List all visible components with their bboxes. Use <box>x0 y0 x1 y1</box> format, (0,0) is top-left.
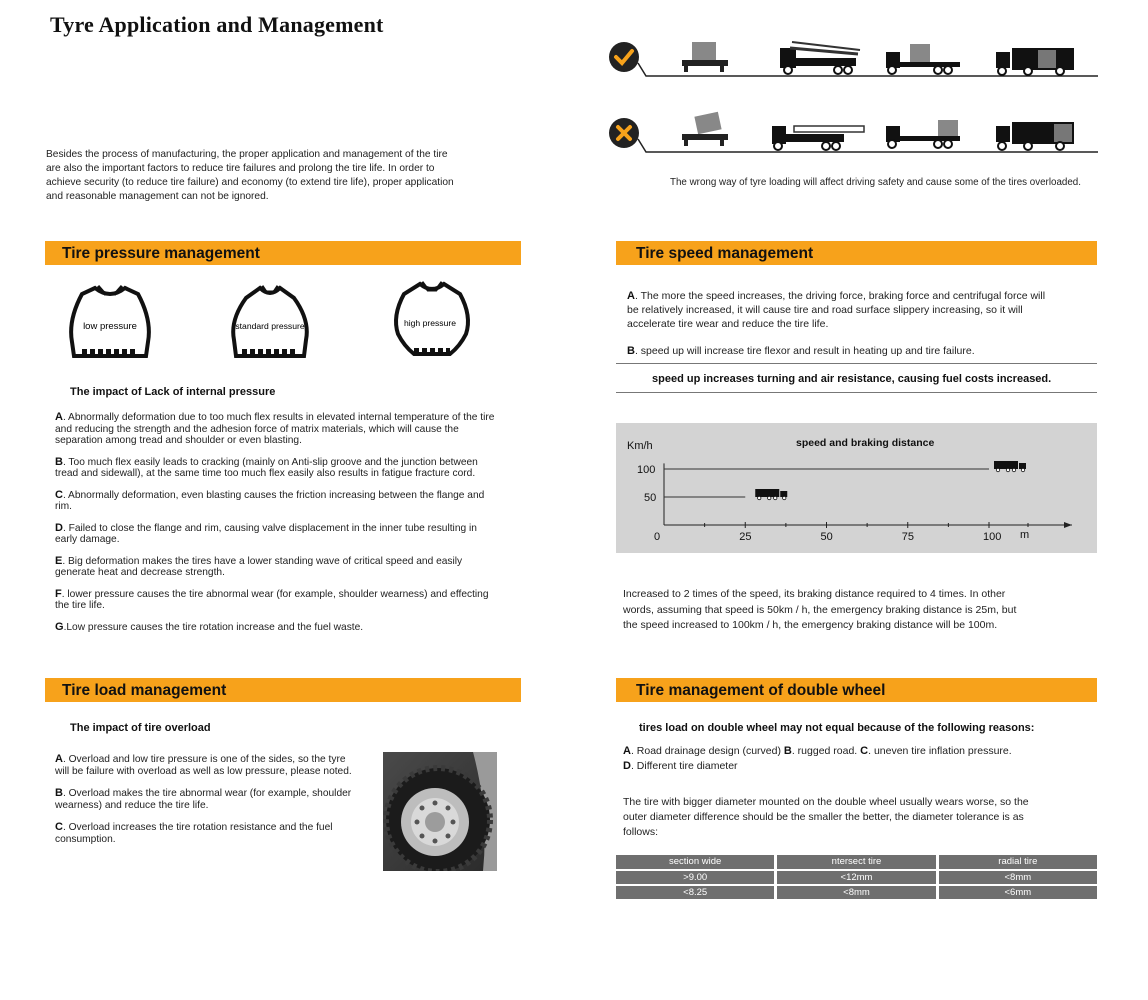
reasons-line-2: D. Different tire diameter <box>623 760 738 772</box>
table-cell: <6mm <box>939 886 1097 899</box>
tire-label-standard: standard pressure <box>235 321 305 331</box>
check-icon <box>609 42 639 72</box>
list-item: A. Abnormally deformation due to too much flex results in elevated internal temperature of the tire and reducing the strength and the adhesion force of matrix materials, which will cause the separation among tread and shoulder or even blasting. <box>55 411 495 446</box>
table-row <box>616 886 1097 899</box>
truck-wheel-icon <box>1012 468 1015 471</box>
list-item: E. Big deformation makes the tires have a lower standing wave of critical speed and easily generate heat and decrease strength. <box>55 554 463 578</box>
double-paragraph: The tire with bigger diameter mounted on the double wheel usually wears worse, so the outer diameter difference should be the smaller the better, the diameter tolerance is as follows: <box>623 796 1029 838</box>
double-reasons <box>623 744 1053 774</box>
diameter-tolerance-table <box>616 855 1097 901</box>
list-item: B. Too much flex easily leads to cracking (mainly on Anti-slip groove and the junction between tread and sidewall), at the same time too much flex easily also results in fatigue fracture cord. <box>55 455 478 479</box>
chart-xlabel: m <box>1020 529 1030 541</box>
list-item: C. Abnormally deformation, even blasting causes the friction increasing between the flange and rim. <box>55 488 485 512</box>
chart-title: speed and braking distance <box>796 437 935 449</box>
flatbed-truck-balanced-icon <box>886 44 960 74</box>
table-cell: <8mm <box>777 886 935 899</box>
list-item: A. Overload and low tire pressure is one of the sides, so the tyre will be failure with overload as well as low pressure, please noted. <box>55 753 352 777</box>
table-header-row <box>616 855 1097 869</box>
x-tick-label: 50 <box>820 531 833 543</box>
list-item: B. Overload makes the tire abnormal wear (for example, shoulder wearness) and reduce the tire life. <box>55 787 352 811</box>
x-tick-label: 0 <box>654 531 661 543</box>
table-cell: >9.00 <box>616 871 774 884</box>
table-header-cell: ntersect tire <box>777 855 935 869</box>
box-truck-unbalanced-icon <box>996 122 1074 150</box>
truck-wheel-photo <box>383 752 497 871</box>
x-tick-label: 100 <box>983 531 1002 543</box>
divider <box>616 363 1097 364</box>
table-header-cell: radial tire <box>939 855 1097 869</box>
section-header-speed: Tire speed management <box>616 241 1097 265</box>
pressure-subhead: The impact of Lack of internal pressure <box>70 386 276 398</box>
x-axis-arrow <box>1064 522 1072 528</box>
braking-explanation: Increased to 2 times of the speed, its braking distance required to 4 times. In other words, assuming that speed is 50km / h, the emergency braking distance is 25m, but the speed increased to 100km / h, the emergency braking distance will be 100m. <box>623 588 1017 631</box>
tire-label-high: high pressure <box>403 318 457 328</box>
truck-wheel-icon <box>774 496 777 499</box>
tire-label-low: low pressure <box>83 321 137 332</box>
section-header-pressure: Tire pressure management <box>45 241 521 265</box>
tire-standard-pressure-icon <box>233 286 307 356</box>
speed-item-a: A. The more the speed increases, the driving force, braking force and centrifugal force will be relatively increased, it will cause tire and road surface slippery increasing, so it will accelerate tire wear and reduce the tire life. <box>627 290 1046 330</box>
truck-wheel-icon <box>996 468 999 471</box>
loading-diagram <box>600 30 1110 160</box>
speed-banner: speed up increases turning and air resistance, causing fuel costs increased. <box>652 373 1052 385</box>
tire-low-pressure-icon <box>71 286 149 356</box>
y-tick-label: 50 <box>644 492 657 504</box>
box-truck-balanced-icon <box>996 48 1074 75</box>
chart-ylabel: Km/h <box>627 440 653 452</box>
x-tick-label: 25 <box>739 531 752 543</box>
divider <box>616 392 1097 393</box>
truck-wheel-icon <box>768 496 771 499</box>
x-tick-label: 75 <box>901 531 914 543</box>
table-cell: <12mm <box>777 871 935 884</box>
crane-truck-icon <box>780 42 860 74</box>
trailer-balanced-icon <box>682 42 728 72</box>
truck-wheel-icon <box>1006 468 1009 471</box>
section-header-double: Tire management of double wheel <box>616 678 1097 702</box>
load-list <box>55 754 360 845</box>
pipe-truck-icon <box>772 126 864 150</box>
list-item: G.Low pressure causes the tire rotation increase and the fuel waste. <box>55 620 364 633</box>
truck-wheel-icon <box>758 496 761 499</box>
list-item: C. Overload increases the tire rotation resistance and the fuel consumption. <box>55 821 333 845</box>
load-subhead: The impact of tire overload <box>70 722 211 734</box>
speed-item-b: B. speed up will increase tire flexor and result in heating up and tire failure. <box>627 345 975 357</box>
braking-distance-chart <box>616 423 1097 553</box>
pressure-list <box>55 412 500 633</box>
y-tick-label: 100 <box>637 464 656 476</box>
truck-wheel-icon <box>783 496 786 499</box>
table-cell: <8mm <box>939 871 1097 884</box>
table-row <box>616 871 1097 884</box>
tire-high-pressure-icon <box>396 282 468 354</box>
flatbed-truck-unbalanced-icon <box>886 120 960 148</box>
truck-wheel-icon <box>1021 468 1024 471</box>
tire-pressure-diagram <box>60 280 490 365</box>
section-header-load: Tire load management <box>45 678 521 702</box>
truck-trailer-icon <box>994 461 1018 469</box>
intro-paragraph: Besides the process of manufacturing, the proper application and management of the tire are also the important factors to reduce tire failures and prolong the tire life. In order to achieve security (to reduce tire failure) and economy (to extend tire life), proper application and reasonable management can not be ignored. <box>46 149 454 202</box>
double-subhead: tires load on double wheel may not equal because of the following reasons: <box>639 722 1035 734</box>
reasons-line-1: A. Road drainage design (curved) B. rugged road. C. uneven tire inflation pressure. <box>623 745 1012 757</box>
x-icon <box>609 118 639 148</box>
table-cell: <8.25 <box>616 886 774 899</box>
truck-trailer-icon <box>755 489 779 497</box>
trailer-unbalanced-icon <box>682 112 728 146</box>
list-item: F. lower pressure causes the tire abnormal wear (for example, shoulder wearness) and effecting the tire life. <box>55 587 489 611</box>
loading-caption: The wrong way of tyre loading will affect driving safety and cause some of the tires overloaded. <box>670 177 1081 188</box>
list-item: D. Failed to close the flange and rim, causing valve displacement in the inner tube resulting in early damage. <box>55 521 477 545</box>
table-header-cell: section wide <box>616 855 774 869</box>
page-title: Tyre Application and Management <box>50 12 384 37</box>
